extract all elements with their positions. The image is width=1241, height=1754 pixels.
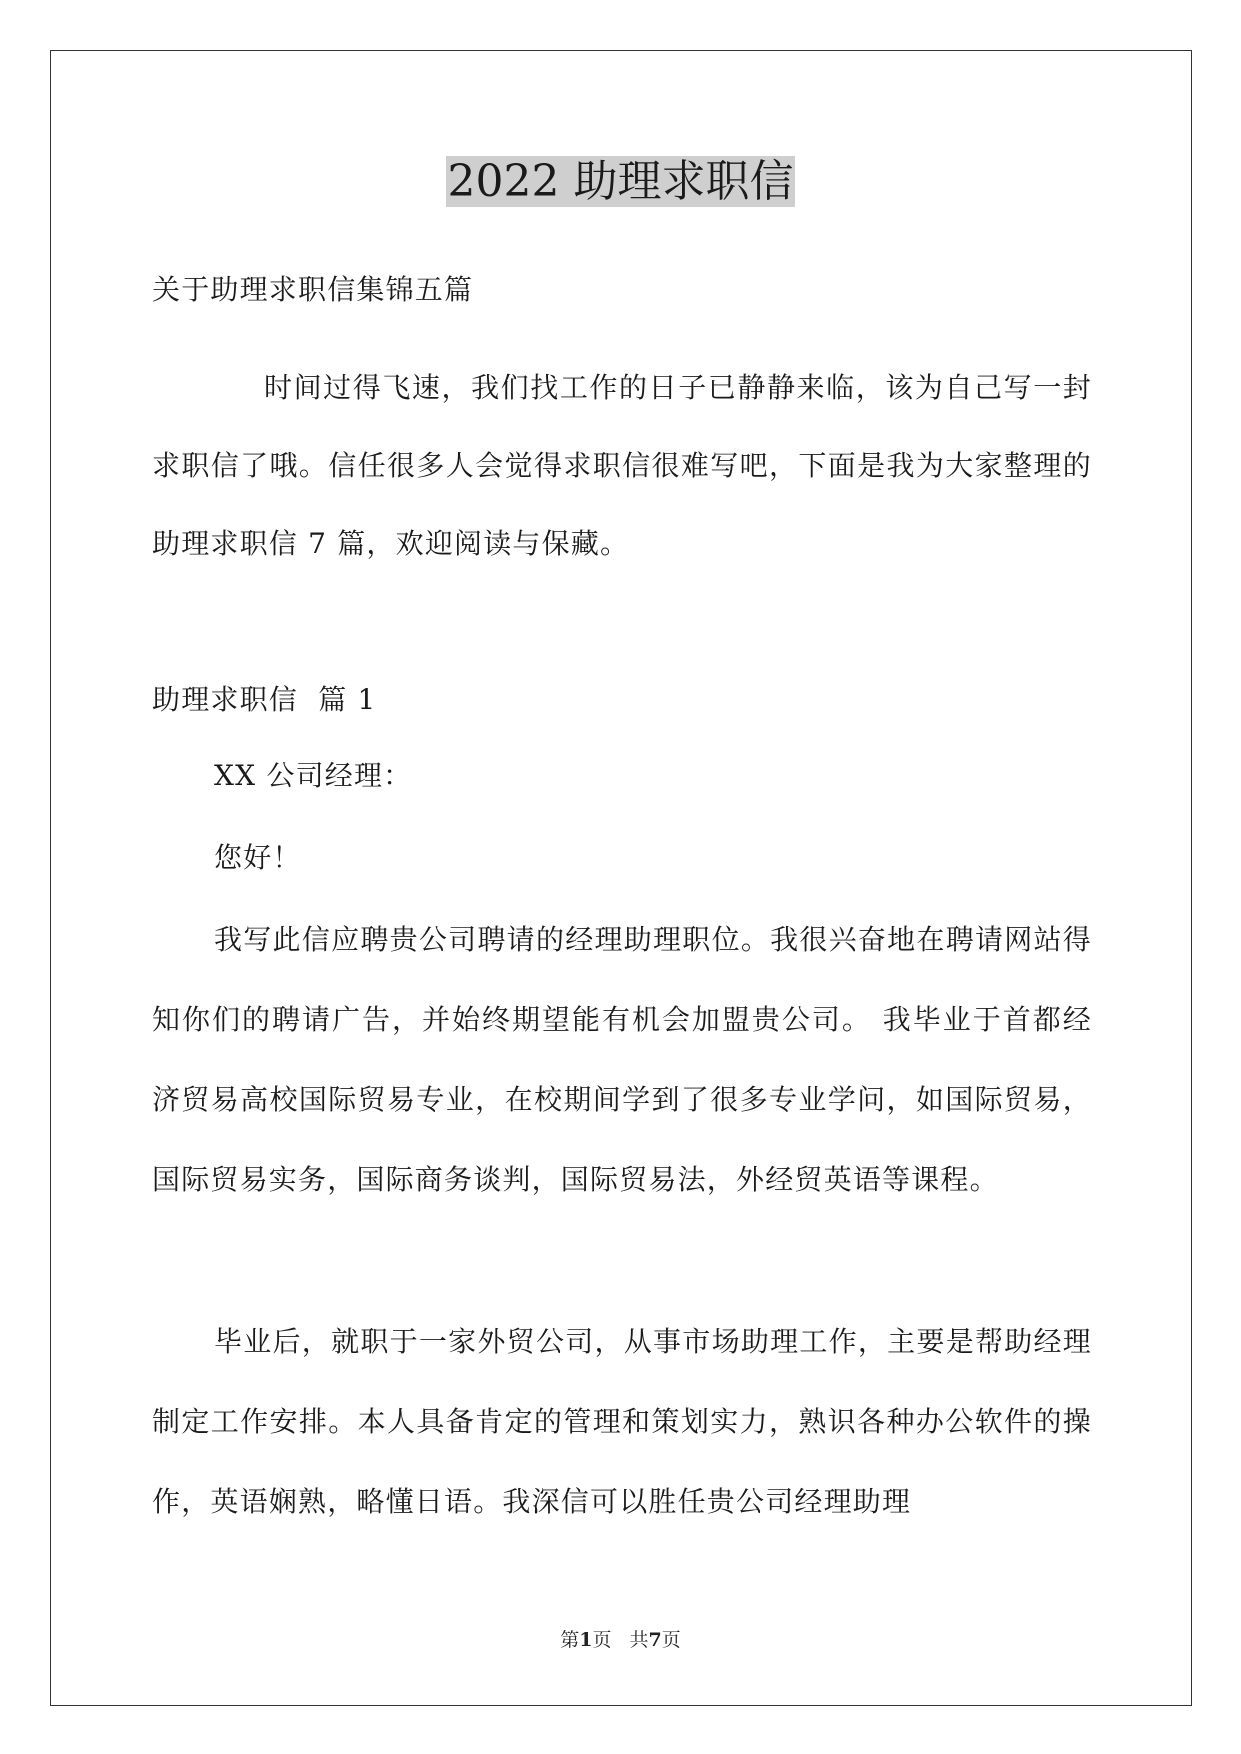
footer-page-prefix: 第	[560, 1629, 580, 1651]
page-footer	[0, 1627, 1241, 1653]
document-subtitle: 关于助理求职信集锦五篇	[152, 273, 474, 306]
footer-page-current: 1	[579, 1629, 593, 1651]
footer-total-suffix: 页	[661, 1629, 681, 1651]
footer-total-prefix: 共	[629, 1629, 649, 1651]
letter-paragraph: 我写此信应聘贵公司聘请的经理助理职位。我很兴奋地在聘请网站得知你们的聘请广告，并始终期望能有机会加盟贵公司。 我毕业于首都经济贸易高校国际贸易专业，在校期间学到了很多专业学问，如国际贸易，国际贸易实务，国际商务谈判，国际贸易法，外经贸英语等课程。	[152, 923, 1092, 1196]
letter-paragraph: 毕业后，就职于一家外贸公司，从事市场助理工作，主要是帮助经理制定工作安排。本人具备肯定的管理和策划实力，熟识各种办公软件的操作，英语娴熟，略懂日语。我深信可以胜任贵公司经理助理	[152, 1325, 1092, 1518]
letter-greeting: 您好！	[214, 841, 302, 874]
document-title	[0, 152, 1241, 212]
footer-page-total: 7	[648, 1629, 662, 1651]
document-title-text: 2022 助理求职信	[447, 156, 794, 207]
footer-page-suffix: 页	[592, 1629, 612, 1651]
letter-salutation: XX 公司经理：	[214, 759, 413, 792]
intro-paragraph: 时间过得飞速，我们找工作的日子已静静来临，该为自己写一封求职信了哦。信任很多人会觉得求职信很难写吧，下面是我为大家整理的助理求职信 7 篇，欢迎阅读与保藏。	[152, 371, 1092, 560]
section-heading: 助理求职信 篇 1	[152, 683, 377, 716]
